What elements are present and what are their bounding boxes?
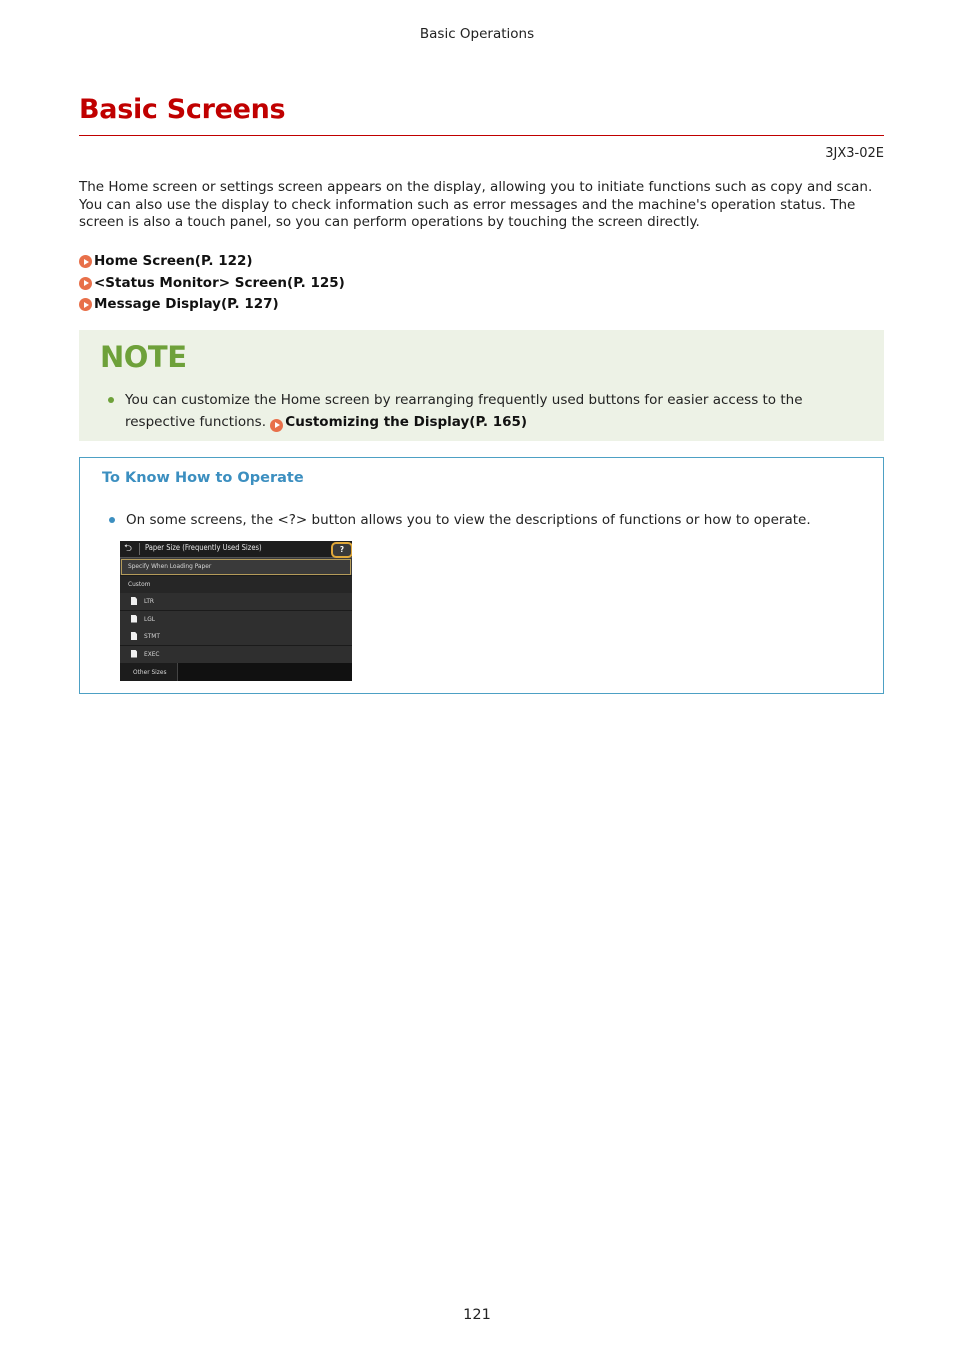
title-rule xyxy=(79,135,884,136)
link-label: Customizing the Display(P. 165) xyxy=(285,414,528,430)
related-links xyxy=(79,251,345,316)
document-id: 3JX3-02E xyxy=(825,146,884,161)
intro-paragraph: The Home screen or settings screen appears on the display, allowing you to initiate functions such as copy and scan. You can also use the display to check information such as error messages and the machine's operation status. The screen is also a touch panel, so you can perform operations by touching the screen directly. xyxy=(79,179,873,230)
circle-right-arrow-icon xyxy=(79,277,92,290)
how-to-operate-box xyxy=(79,457,884,694)
screen-header-divider xyxy=(139,543,140,555)
note-bullet xyxy=(108,389,828,433)
paper-icon xyxy=(131,597,137,605)
screen-row-label: LGL xyxy=(144,614,156,623)
operate-bullet-text: On some screens, the <?> button allows you to view the descriptions of functions or how to operate. xyxy=(126,512,811,528)
screen-title: Paper Size (Frequently Used Sizes) xyxy=(145,543,262,552)
link-message-display[interactable] xyxy=(79,294,345,316)
paper-icon xyxy=(131,650,137,658)
link-label: Message Display(P. 127) xyxy=(94,296,279,313)
note-bullet-body xyxy=(125,389,828,433)
page-number: 121 xyxy=(463,1307,491,1323)
note-bullet-text: You can customize the Home screen by rearranging frequently used buttons for easier access to the respective functions. xyxy=(125,392,803,430)
back-arrow-icon: ⮌ xyxy=(124,543,133,554)
how-to-operate-title: To Know How to Operate xyxy=(102,470,304,486)
page-title: Basic Screens xyxy=(79,94,286,125)
running-header: Basic Operations xyxy=(419,26,535,42)
link-label: Home Screen(P. 122) xyxy=(94,253,253,270)
link-status-monitor[interactable] xyxy=(79,273,345,295)
screen-footer xyxy=(120,663,352,681)
help-button: ? xyxy=(331,542,352,558)
bullet-dot-icon xyxy=(108,397,114,403)
link-customizing-display[interactable] xyxy=(270,414,527,430)
screen-row-label: Specify When Loading Paper xyxy=(128,562,212,570)
screen-row-label: STMT xyxy=(144,632,160,640)
operate-bullet xyxy=(109,509,849,531)
circle-right-arrow-icon xyxy=(79,298,92,311)
bullet-dot-icon xyxy=(109,517,115,523)
screen-row-label: LTR xyxy=(144,597,154,605)
circle-right-arrow-icon xyxy=(270,419,283,432)
other-sizes-button xyxy=(120,663,178,681)
paper-icon xyxy=(131,615,137,623)
screen-row-stmt xyxy=(120,628,352,646)
paper-icon xyxy=(131,632,137,640)
circle-right-arrow-icon xyxy=(79,255,92,268)
screen-header xyxy=(120,541,352,558)
screen-row-label: EXEC xyxy=(144,649,160,658)
screen-row-exec xyxy=(120,646,352,664)
note-box xyxy=(79,330,884,441)
screen-footer-label: Other Sizes xyxy=(133,668,167,676)
link-label: <Status Monitor> Screen(P. 125) xyxy=(94,274,345,291)
screen-row-label: Custom xyxy=(128,579,151,588)
screen-row-specify xyxy=(120,558,352,576)
screen-row-lgl xyxy=(120,611,352,629)
note-title: NOTE xyxy=(100,340,187,374)
screen-row-custom xyxy=(120,576,352,594)
link-home-screen[interactable] xyxy=(79,251,345,273)
device-screen-illustration xyxy=(120,541,352,681)
screen-row-ltr xyxy=(120,593,352,611)
